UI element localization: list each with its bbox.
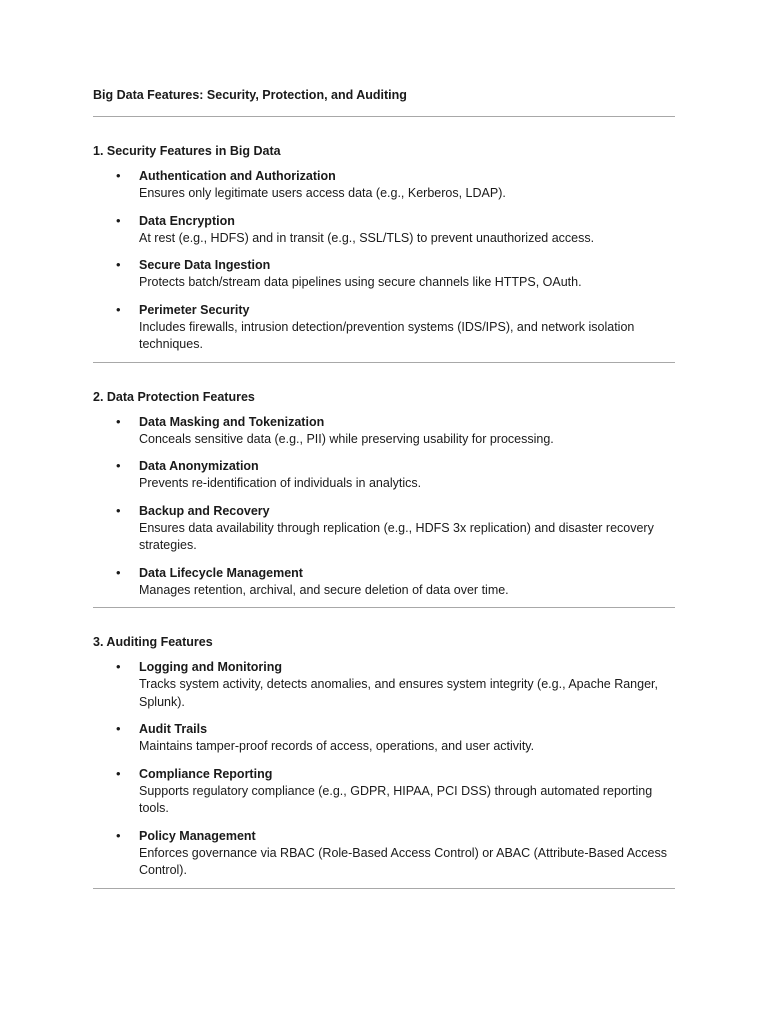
item-description: Supports regulatory compliance (e.g., GDPR, HIPAA, PCI DSS) through automated reporting tools. bbox=[139, 783, 653, 815]
feature-list bbox=[93, 658, 675, 880]
bullet-icon: • bbox=[116, 659, 121, 674]
item-title: Audit Trails bbox=[139, 722, 208, 736]
list-item bbox=[93, 212, 675, 248]
bullet-icon: • bbox=[116, 301, 121, 317]
item-title: Backup and Recovery bbox=[139, 503, 270, 518]
item-title: Perimeter Security bbox=[139, 302, 250, 317]
item-title: Data Encryption bbox=[139, 213, 235, 228]
list-item bbox=[93, 564, 675, 600]
item-title: Data Lifecycle Management bbox=[139, 565, 303, 580]
item-title: Authentication and Authorization bbox=[139, 169, 336, 183]
section-divider bbox=[93, 888, 675, 889]
section-heading: 1. Security Features in Big Data bbox=[93, 144, 281, 158]
feature-list bbox=[93, 167, 675, 354]
list-item bbox=[93, 827, 675, 880]
bullet-icon: • bbox=[116, 827, 121, 843]
bullet-icon: • bbox=[116, 721, 121, 736]
list-item bbox=[93, 167, 675, 203]
bullet-icon: • bbox=[116, 765, 121, 781]
item-description: Enforces governance via RBAC (Role-Based Access Control) or ABAC (Attribute-Based Access Control). bbox=[139, 845, 668, 877]
bullet-icon: • bbox=[116, 168, 121, 183]
item-title: Data Anonymization bbox=[139, 459, 259, 473]
list-item bbox=[93, 658, 675, 711]
section-auditing bbox=[93, 608, 675, 889]
feature-list bbox=[93, 413, 675, 600]
bullet-icon: • bbox=[116, 413, 121, 429]
item-title: Policy Management bbox=[139, 828, 256, 843]
list-item bbox=[93, 720, 675, 756]
document-page bbox=[93, 84, 675, 889]
bullet-icon: • bbox=[116, 458, 121, 473]
item-title: Secure Data Ingestion bbox=[139, 258, 271, 272]
item-description: Prevents re-identification of individuals in analytics. bbox=[139, 476, 422, 490]
item-description: Maintains tamper-proof records of access, operations, and user activity. bbox=[139, 739, 535, 753]
section-protection bbox=[93, 363, 675, 609]
item-description: Protects batch/stream data pipelines using secure channels like HTTPS, OAuth. bbox=[139, 275, 582, 289]
item-description: Conceals sensitive data (e.g., PII) while preserving usability for processing. bbox=[139, 431, 554, 446]
item-description: Includes firewalls, intrusion detection/prevention systems (IDS/IPS), and network isolation techniques. bbox=[139, 319, 635, 351]
item-description: Ensures only legitimate users access data (e.g., Kerberos, LDAP). bbox=[139, 186, 506, 200]
section-heading: 2. Data Protection Features bbox=[93, 389, 255, 404]
list-item bbox=[93, 457, 675, 493]
bullet-icon: • bbox=[116, 564, 121, 580]
item-title: Logging and Monitoring bbox=[139, 660, 283, 674]
item-description: Tracks system activity, detects anomalies, and ensures system integrity (e.g., Apache Ranger, Splunk). bbox=[139, 677, 658, 709]
bullet-icon: • bbox=[116, 212, 121, 228]
list-item bbox=[93, 256, 675, 292]
section-heading: 3. Auditing Features bbox=[93, 635, 213, 649]
list-item bbox=[93, 765, 675, 818]
bullet-icon: • bbox=[116, 257, 121, 272]
list-item bbox=[93, 502, 675, 555]
list-item bbox=[93, 301, 675, 354]
item-description: Manages retention, archival, and secure deletion of data over time. bbox=[139, 582, 509, 597]
bullet-icon: • bbox=[116, 502, 121, 518]
item-description: Ensures data availability through replication (e.g., HDFS 3x replication) and disaster recovery strategies. bbox=[139, 520, 654, 552]
item-title: Compliance Reporting bbox=[139, 766, 273, 781]
section-security bbox=[93, 117, 675, 363]
item-title: Data Masking and Tokenization bbox=[139, 414, 325, 429]
item-description: At rest (e.g., HDFS) and in transit (e.g., SSL/TLS) to prevent unauthorized access. bbox=[139, 230, 595, 245]
list-item bbox=[93, 413, 675, 449]
document-title: Big Data Features: Security, Protection, and Auditing bbox=[93, 88, 407, 102]
